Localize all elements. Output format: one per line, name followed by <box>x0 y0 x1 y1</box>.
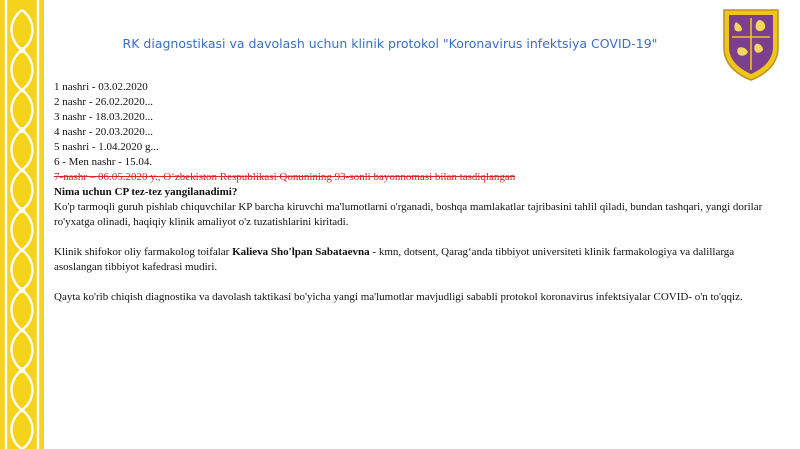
edition-line: 6 - Men nashr - 15.04. <box>54 156 153 168</box>
slide-title: RK diagnostikasi va davolash uchun klinik protokol "Koronavirus infektsiya COVID-19" <box>122 36 658 51</box>
edition-line: 5 nashri - 1.04.2020 g... <box>54 141 159 153</box>
answer-paragraph: Ko'p tarmoqli guruh pishlab chiquvchilar KP barcha kiruvchi ma'lumotlarni o'rganadi, boshqa mamlakatlar tajribasini tahlil qiladi, bundan tashqari, yangi dorilar ro'yxatga olinadi, haqiqiy klinik amaliyot o'z tuzatishlarini kiritadi. <box>54 201 763 228</box>
ornament-border <box>0 0 44 449</box>
university-emblem-icon <box>718 4 784 82</box>
question-heading: Nima uchun CP tez-tez yangilanadimi? <box>54 186 238 198</box>
pharmacologist-suffix: - kmn, dotsent, Qarag‘anda tibbiyot universiteti klinik farmakologiya va dalillarga asoslangan tibbiyot kafedrasi mudiri. <box>54 246 735 273</box>
closing-paragraph: Qayta ko'rib chiqish diagnostika va davolash taktikasi bo'yicha yangi ma'lumotlar mavjudligi sababli protokol koronavirus infektsiyalar COVID- o'n to'qqiz. <box>54 291 743 303</box>
pharmacologist-paragraph <box>54 245 782 275</box>
edition-line: 1 nashri - 03.02.2020 <box>54 81 148 93</box>
slide-body <box>54 80 782 305</box>
pharmacologist-prefix: Klinik shifokor oliy farmakolog toifalar <box>54 246 233 258</box>
edition-line: 3 nashr - 18.03.2020... <box>54 111 153 123</box>
edition-line: 4 nashr - 20.03.2020... <box>54 126 153 138</box>
pharmacologist-name: Kalieva Sho'lpan Sabataevna <box>232 246 370 258</box>
edition-7-line: 7-nashr – 06.05.2020 y., O‘zbekiston Respublikasi Qonunining 93-sonli bayonnomasi bilan tasdiqlangan <box>54 171 516 183</box>
edition-line: 2 nashr - 26.02.2020... <box>54 96 153 108</box>
